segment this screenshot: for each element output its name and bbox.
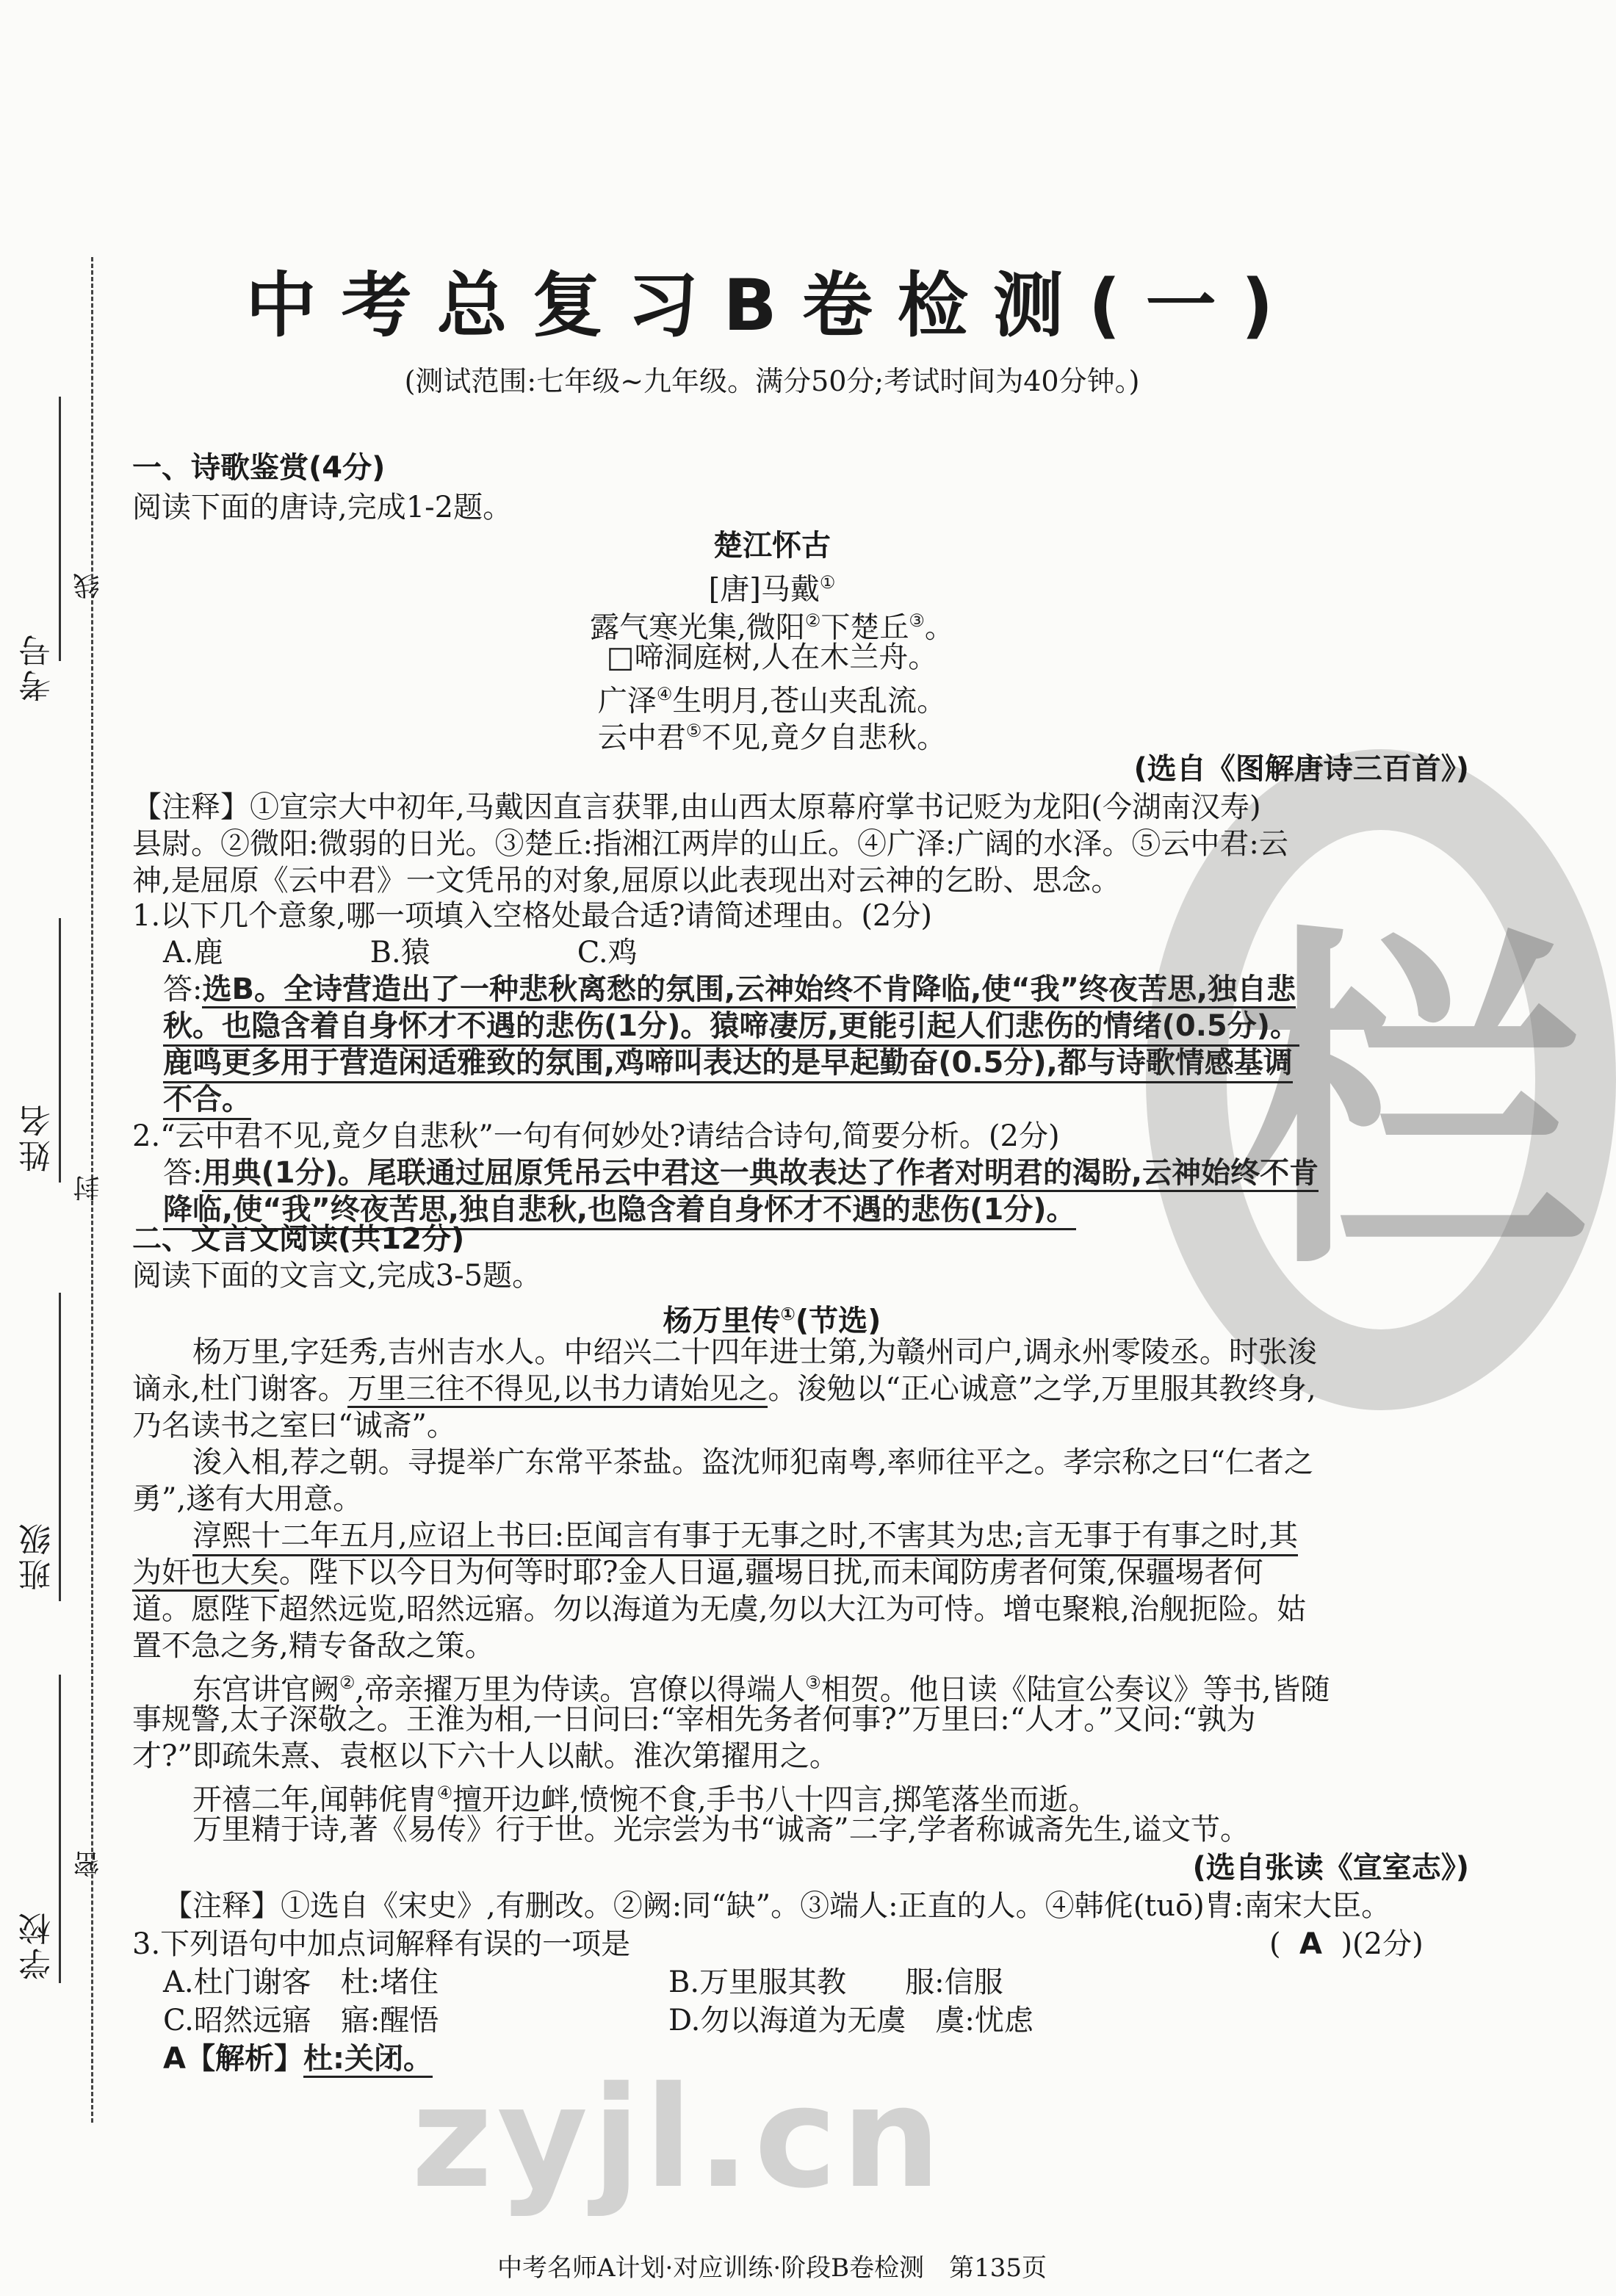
poem-line-2: □啼洞庭树,人在木兰舟。 [606, 640, 938, 674]
answer-2-line-1: 答:用典(1分)。尾联通过屈原凭吊云中君这一典故表达了作者对明君的渴盼,云神始终不肯 [163, 1155, 1319, 1191]
note-line-1: 【注释】①宣宗大中初年,马戴因直言获罪,由山西太原幕府掌书记贬为龙阳(今湖南汉寿) [132, 790, 1261, 824]
stamp-char: 栏 [1234, 900, 1587, 1311]
subtitle: (测试范围:七年级~九年级。满分50分;考试时间为40分钟。) [404, 365, 1140, 397]
section1-intro: 阅读下面的唐诗,完成1-2题。 [132, 491, 513, 524]
text-title: 杨万里传①(节选) [663, 1304, 881, 1338]
poem-author: [唐]马戴① [708, 572, 836, 607]
page-footer: 中考名师A计划·对应训练·阶段B卷检测 第135页 [497, 2253, 1047, 2283]
answer-1-line-4: 不合。 [163, 1081, 251, 1120]
para6: 万里精于诗,著《易传》行于世。光宗尝为书“诚斋”二字,学者称诚斋先生,谥文节。 [192, 1813, 1250, 1846]
option-d: D.勿以海道为无虞 虞:忧虑 [668, 2004, 1034, 2037]
para3-line-4: 置不急之务,精专备敌之策。 [132, 1629, 494, 1663]
para1-line-1: 杨万里,字廷秀,吉州吉水人。中绍兴二十四年进士第,为赣州司户,调永州零陵丞。时张浚 [192, 1335, 1317, 1369]
para4-line-2: 事规警,太子深敬之。王淮为相,一日问曰:“宰相先务者何事?”万里曰:“人才。”又问:“孰为 [132, 1703, 1256, 1736]
para3-line-2: 为奸也大矣。陛下以今日为何等时耶?金人日逼,疆埸日扰,而未闻防虏者何策,保疆埸者何 [132, 1554, 1263, 1591]
feng-mark: 封 [73, 1175, 104, 1202]
mi-mark: 密 [73, 1851, 104, 1877]
question-3: 3.下列语句中加点词解释有误的一项是 [132, 1927, 631, 1961]
section2-heading: 二、文言文阅读(共12分) [132, 1222, 465, 1256]
option-a: A.杜门谢客 杜:堵住 [163, 1965, 439, 1999]
question-3-answer: ( A )(2分) [1269, 1927, 1424, 1961]
answer-1-line-2: 秋。也隐含着自身怀才不遇的悲伤(1分)。猿啼凄厉,更能引起人们悲伤的情绪(0.5分)。 [163, 1008, 1299, 1047]
answer-2-line-2: 降临,使“我”终夜苦思,独自悲秋,也隐含着自身怀才不遇的悲伤(1分)。 [163, 1191, 1076, 1230]
poem-line-4: 云中君⑤不见,竟夕自悲秋。 [597, 721, 947, 755]
xian-mark: 线 [73, 573, 104, 599]
para2-line-1: 浚入相,荐之朝。寻提举广东常平茶盐。盗沈师犯南粤,率师往平之。孝宗称之曰“仁者之 [192, 1445, 1313, 1479]
xuexiao-label: 学校 [19, 1910, 57, 1980]
xingming-line [59, 918, 61, 1183]
note-line-3: 神,是屈原《云中君》一文凭吊的对象,屈原以此表现出对云神的乞盼、思念。 [132, 864, 1121, 898]
kaohao-label: 考号 [19, 632, 57, 702]
text-source: (选自张读《宣室志》) [1192, 1851, 1469, 1885]
poem-line-3: 广泽④生明月,苍山夹乱流。 [597, 684, 947, 718]
para4-line-3: 才?”即疏朱熹、袁枢以下六十人以献。淮次第擢用之。 [132, 1739, 839, 1773]
note-line-2: 县尉。②微阳:微弱的日光。③楚丘:指湘江两岸的山丘。④广泽:广阔的水泽。⑤云中君:云 [132, 827, 1288, 861]
xuexiao-line [59, 1675, 61, 1983]
para3-line-3: 道。愿陛下超然远览,昭然远寤。勿以海道为无虞,勿以大江为可恃。增屯聚粮,治舰扼险。姑 [132, 1592, 1307, 1626]
question-1: 1.以下几个意象,哪一项填入空格处最合适?请简述理由。(2分) [132, 899, 932, 933]
site-watermark: zyjl.cn [411, 2057, 945, 2219]
para4-line-1: 东宫讲官阙②,帝亲擢万里为侍读。宫僚以得端人③相贺。他日读《陆宣公奏议》等书,皆随 [192, 1672, 1330, 1707]
question-2: 2.“云中君不见,竟夕自悲秋”一句有何妙处?请结合诗句,简要分析。(2分) [132, 1119, 1060, 1153]
para2-line-2: 勇”,遂有大用意。 [132, 1482, 363, 1516]
para3-line-1: 淳熙十二年五月,应诏上书曰:臣闻言有事于无事之时,不害其为忠;言无事于有事之时,其 [192, 1517, 1298, 1556]
question-1-options: A.鹿 B.猿 C.鸡 [163, 936, 638, 970]
section2-intro: 阅读下面的文言文,完成3-5题。 [132, 1259, 542, 1293]
answer-1-line-3: 鹿鸣更多用于营造闲适雅致的氛围,鸡啼叫表达的是早起勤奋(0.5分),都与诗歌情感基调 [163, 1044, 1293, 1083]
para1-line-3: 乃名读书之室曰“诚斋”。 [132, 1409, 456, 1443]
option-c: C.昭然远寤 寤:醒悟 [163, 2004, 439, 2037]
answer-1-line-1: 答:选B。全诗营造出了一种悲秋离愁的氛围,云神始终不肯降临,使“我”终夜苦思,独自悲 [163, 971, 1296, 1008]
analysis: A【解析】杜:关闭。 [163, 2040, 433, 2077]
banji-label: 班级 [19, 1520, 57, 1591]
text-note: 【注释】①选自《宋史》,有删改。②阙:同“缺”。③端人:正直的人。④韩侂(tuō)胄:南宋大臣。 [163, 1889, 1391, 1923]
para1-line-2: 谪永,杜门谢客。万里三往不得见,以书力请始见之。浚勉以“正心诚意”之学,万里服其教终身, [132, 1371, 1316, 1407]
para5: 开禧二年,闻韩侂胄④擅开边衅,愤惋不食,手书八十四言,掷笔落坐而逝。 [192, 1783, 1098, 1817]
poem-title: 楚江怀古 [713, 529, 831, 563]
poem-source: (选自《图解唐诗三百首》) [1133, 752, 1469, 786]
section1-heading: 一、诗歌鉴赏(4分) [132, 451, 386, 485]
page-title: 中考总复习B卷检测(一) [245, 264, 1299, 347]
xingming-label: 姓名 [19, 1102, 57, 1172]
poem-line-1: 露气寒光集,微阳②下楚丘③。 [590, 610, 954, 645]
option-b: B.万里服其教 服:信服 [668, 1965, 1003, 1999]
